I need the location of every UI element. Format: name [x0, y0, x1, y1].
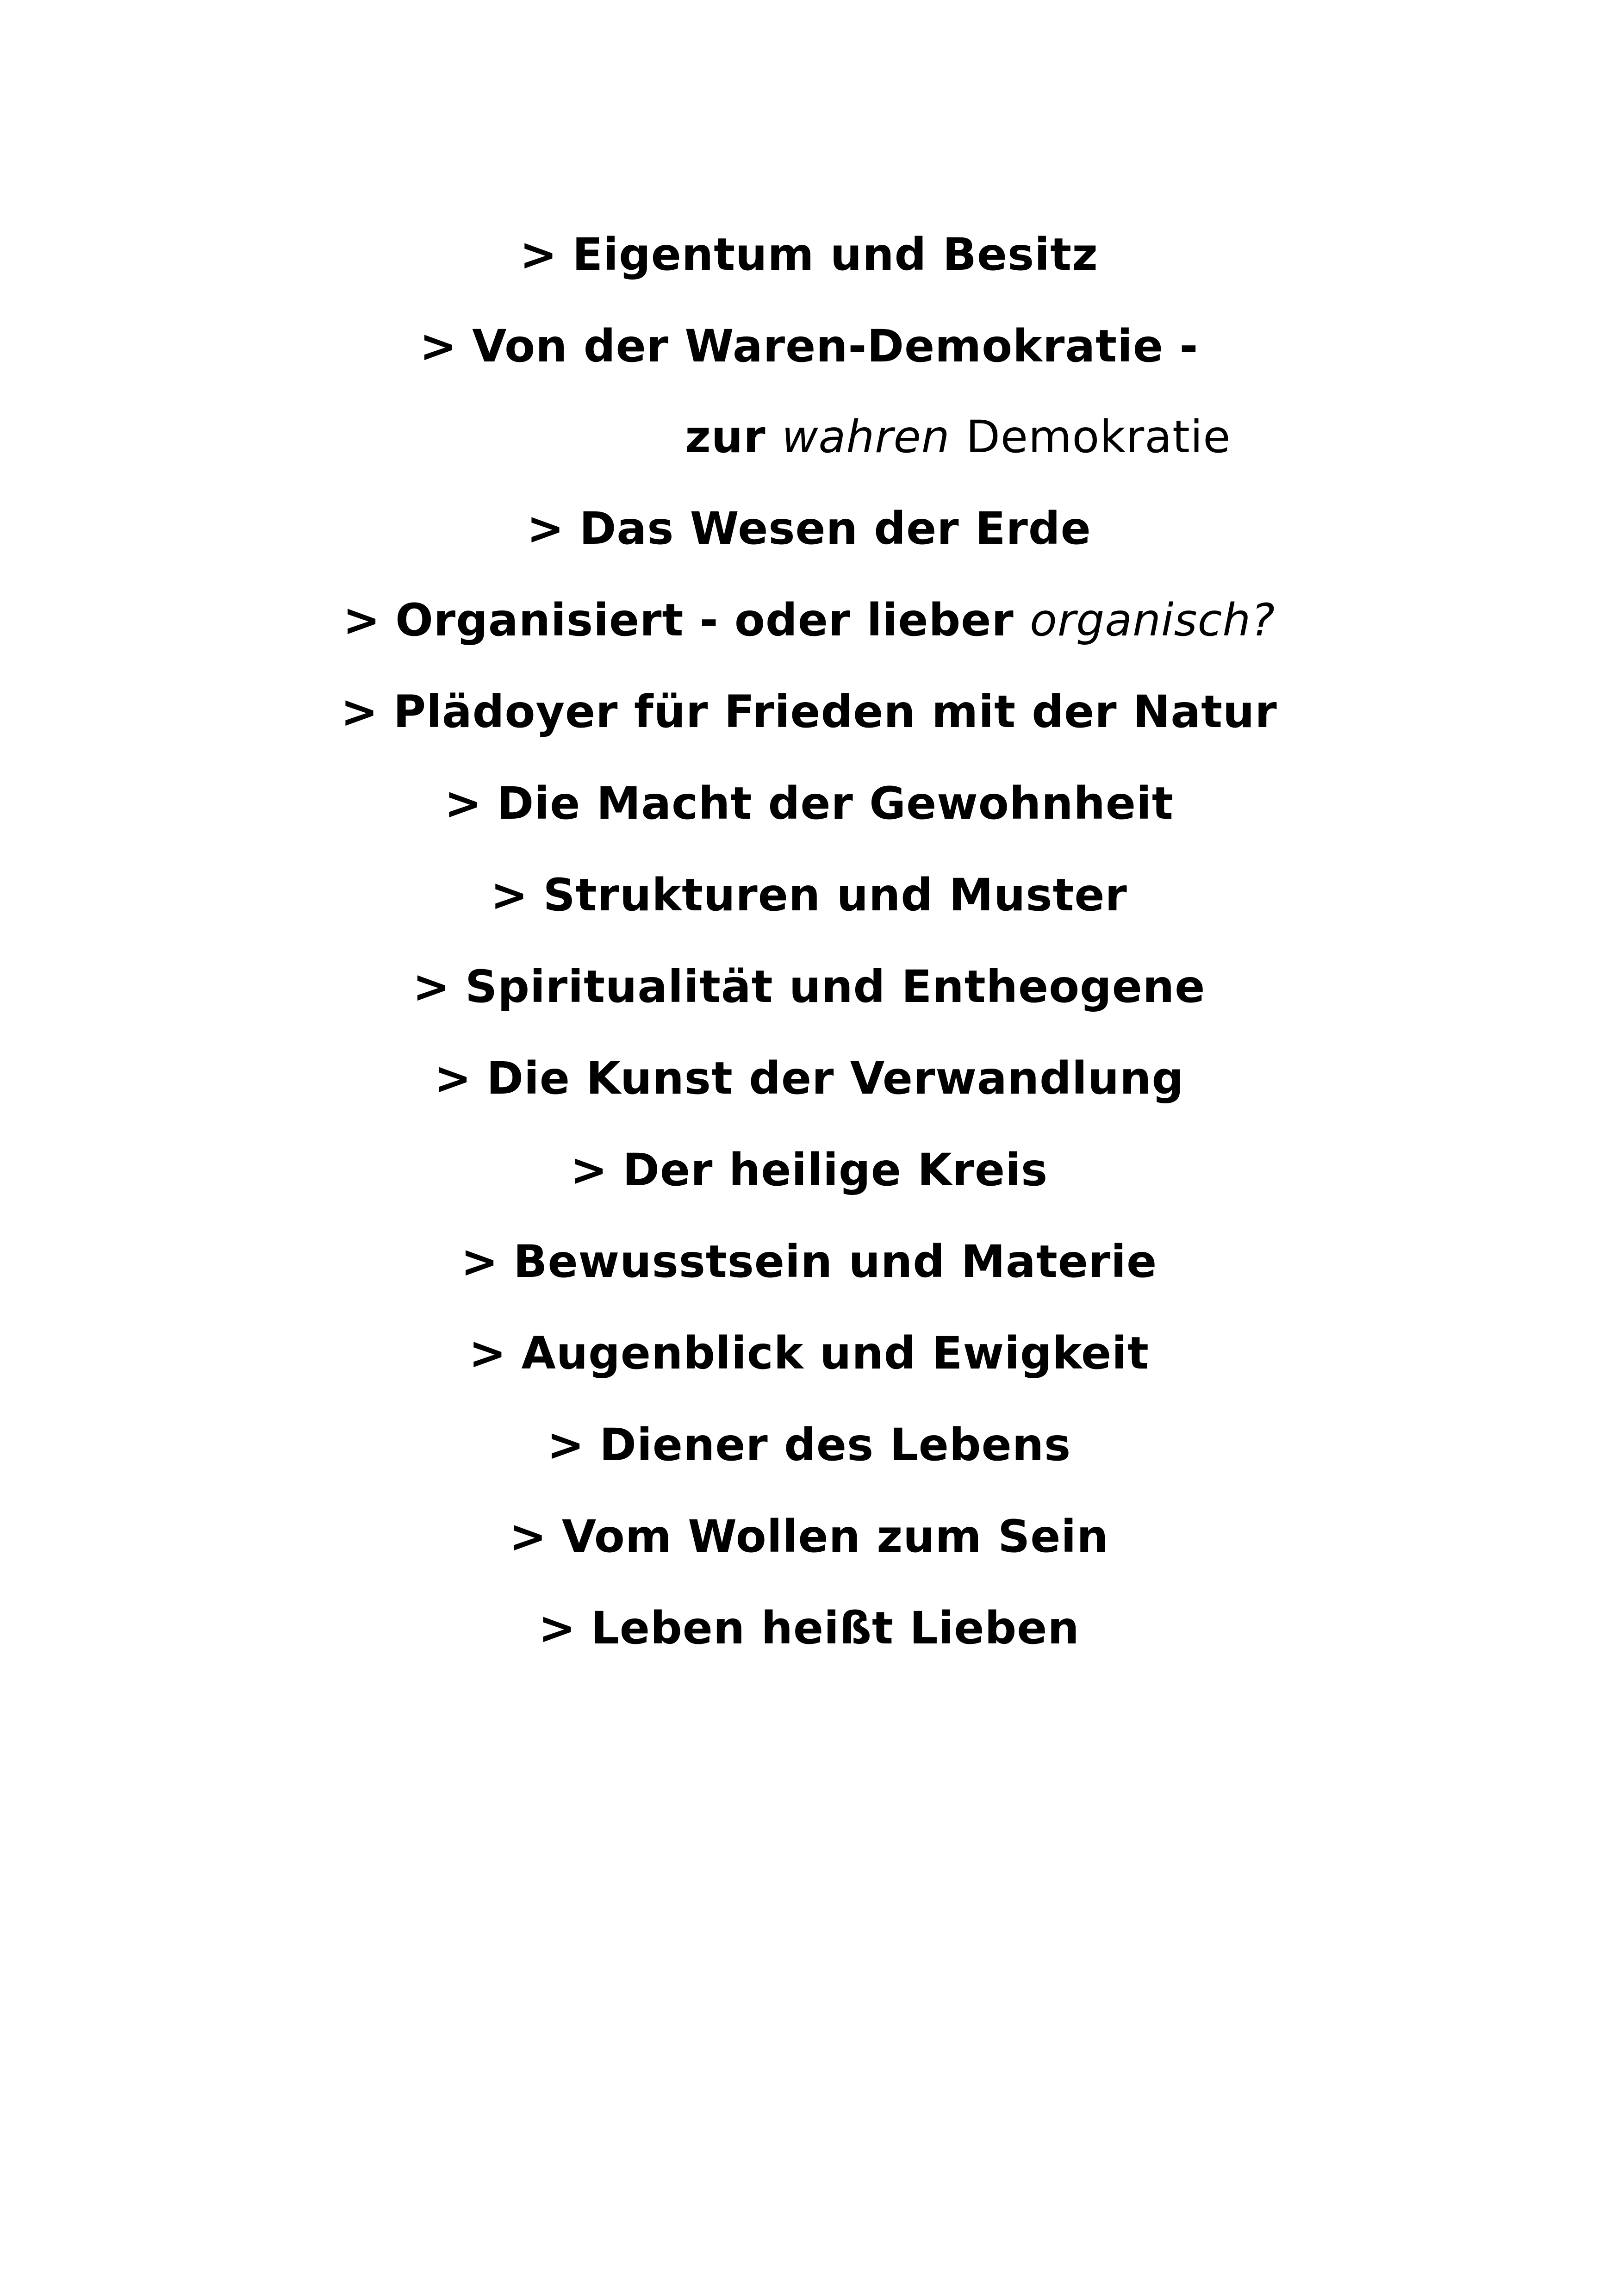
- arrow-marker: >: [527, 503, 565, 554]
- arrow-marker: >: [469, 1327, 507, 1379]
- entry-text: Bewusstsein und Materie: [513, 1236, 1157, 1288]
- toc-entry: [0, 1600, 1618, 1656]
- arrow-marker: >: [491, 869, 529, 921]
- toc-entry: [0, 959, 1618, 1014]
- entry-text-pre: Organisiert - oder lieber: [395, 594, 1014, 646]
- entry-text: Das Wesen der Erde: [579, 503, 1091, 554]
- toc-entry: [0, 1417, 1618, 1473]
- toc-entry: [0, 227, 1618, 282]
- arrow-marker: >: [520, 229, 558, 280]
- toc-entry: [0, 867, 1618, 923]
- arrow-marker: >: [547, 1419, 585, 1471]
- toc-entry-continuation: [685, 409, 1231, 465]
- arrow-marker: >: [538, 1602, 576, 1654]
- entry-text: Diener des Lebens: [599, 1419, 1071, 1471]
- toc-entry: [0, 684, 1618, 740]
- entry-text-emphasis: organisch?: [1030, 594, 1276, 646]
- entry-text: Vom Wollen zum Sein: [561, 1511, 1109, 1562]
- entry-text-pre: zur: [685, 411, 766, 463]
- entry-text: Augenblick und Ewigkeit: [521, 1327, 1149, 1379]
- entry-text: Strukturen und Muster: [543, 869, 1127, 921]
- arrow-marker: >: [444, 778, 482, 829]
- arrow-marker: >: [509, 1511, 547, 1562]
- entry-text: Die Macht der Gewohnheit: [497, 778, 1174, 829]
- toc-entry: [0, 501, 1618, 556]
- entry-text: Die Kunst der Verwandlung: [486, 1052, 1184, 1104]
- toc-entry: [0, 1051, 1618, 1106]
- toc-entry: [0, 1509, 1618, 1564]
- arrow-marker: >: [434, 1052, 472, 1104]
- entry-text-emphasis: wahren: [781, 411, 950, 463]
- entry-text-post: Demokratie: [965, 411, 1231, 463]
- entry-text: Spiritualität und Entheogene: [465, 961, 1206, 1013]
- toc-entry: [0, 1142, 1618, 1198]
- entry-text: Eigentum und Besitz: [572, 229, 1098, 280]
- arrow-marker: >: [341, 686, 379, 738]
- entry-text: Plädoyer für Frieden mit der Natur: [393, 686, 1277, 738]
- entry-text: Der heilige Kreis: [622, 1144, 1048, 1196]
- arrow-marker: >: [461, 1236, 499, 1288]
- toc-entry: [0, 1325, 1618, 1381]
- toc-entry: [0, 318, 1618, 374]
- toc-entry: [0, 592, 1618, 648]
- toc-entry: [0, 1234, 1618, 1289]
- arrow-marker: >: [342, 594, 381, 646]
- arrow-marker: >: [419, 320, 458, 372]
- entry-text: Von der Waren-Demokratie -: [472, 320, 1199, 372]
- arrow-marker: >: [412, 961, 451, 1013]
- toc-entry: [0, 776, 1618, 831]
- entry-text: Leben heißt Lieben: [591, 1602, 1080, 1654]
- arrow-marker: >: [570, 1144, 608, 1196]
